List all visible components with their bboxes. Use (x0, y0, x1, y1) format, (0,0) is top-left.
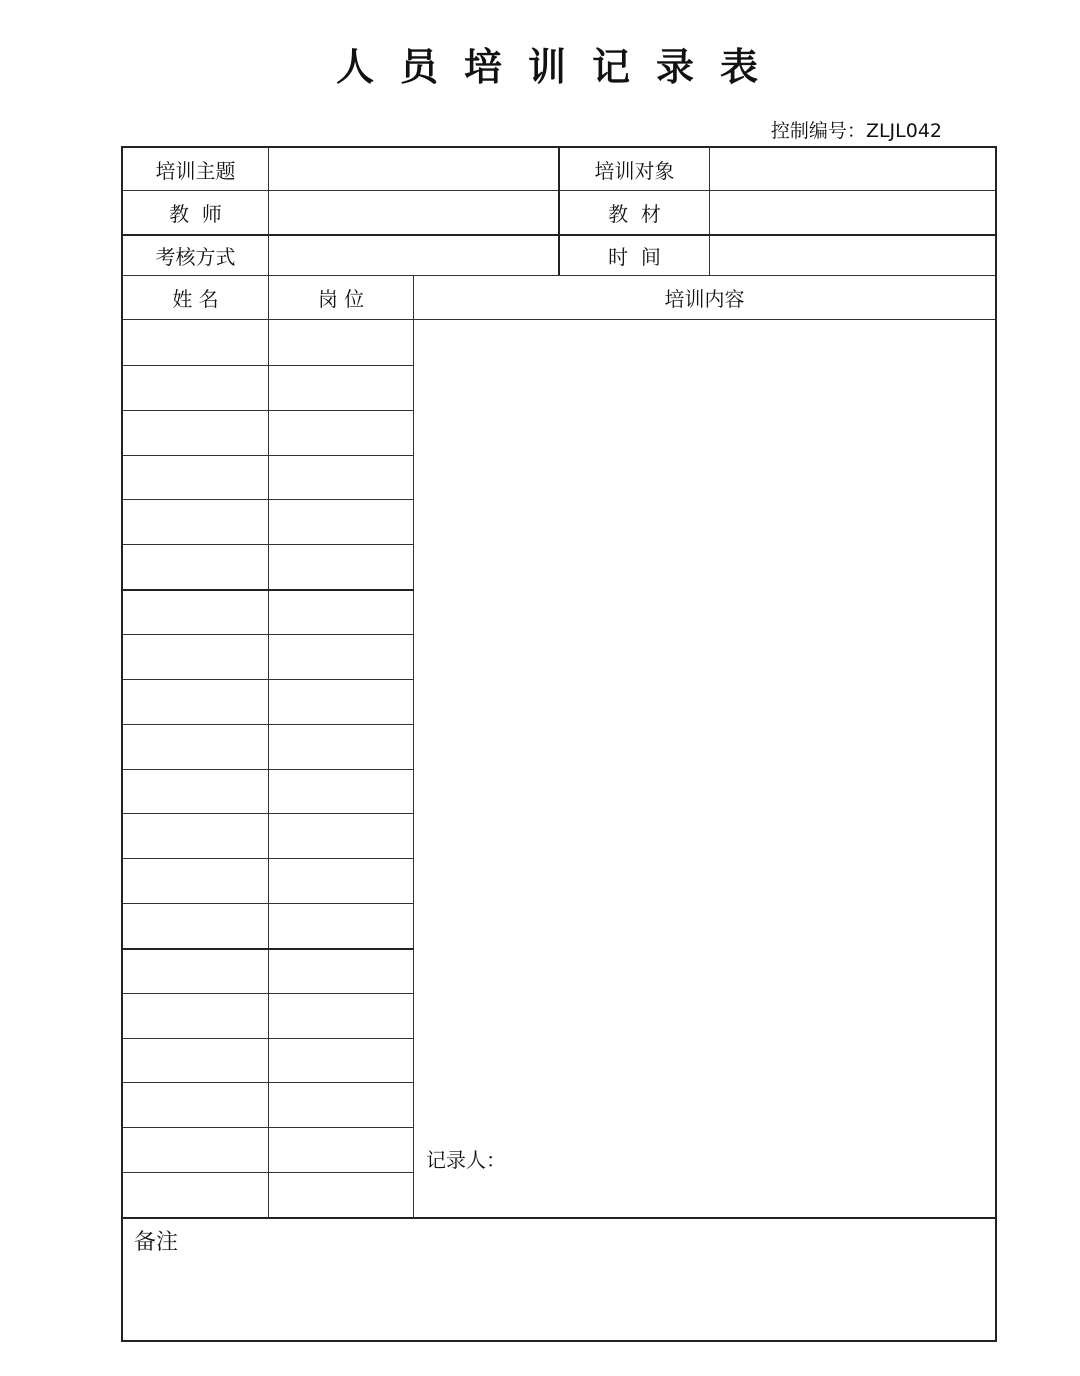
position-cell[interactable] (269, 589, 413, 634)
remarks-label: 备注 (134, 1230, 179, 1255)
name-cell[interactable] (123, 813, 268, 858)
time-field[interactable] (710, 236, 995, 275)
teacher-label: 教 师 (169, 202, 222, 226)
name-cell[interactable] (123, 365, 268, 410)
position-cell[interactable] (269, 813, 413, 858)
position-cell[interactable] (269, 679, 413, 724)
position-cell[interactable] (269, 1172, 413, 1217)
training-record-form (121, 146, 997, 1342)
material-field[interactable] (710, 191, 995, 234)
position-cell[interactable] (269, 365, 413, 410)
column-header-name: 姓 名 (172, 287, 219, 311)
form-title: 人员培训记录表 (335, 45, 784, 89)
teacher-field[interactable] (269, 191, 558, 234)
control-number-label: 控制编号： (770, 120, 866, 142)
position-cell[interactable] (269, 1127, 413, 1172)
name-cell[interactable] (123, 589, 268, 634)
name-cell[interactable] (123, 1082, 268, 1127)
position-cell[interactable] (269, 320, 413, 365)
name-cell[interactable] (123, 544, 268, 589)
name-cell[interactable] (123, 858, 268, 903)
position-cell[interactable] (269, 455, 413, 500)
name-cell[interactable] (123, 455, 268, 500)
name-cell[interactable] (123, 948, 268, 993)
position-cell[interactable] (269, 634, 413, 679)
remarks-field[interactable] (123, 1219, 995, 1340)
position-cell[interactable] (269, 858, 413, 903)
position-cell[interactable] (269, 724, 413, 769)
name-cell[interactable] (123, 769, 268, 814)
name-cell[interactable] (123, 410, 268, 455)
topic-field[interactable] (269, 148, 558, 190)
name-cell[interactable] (123, 993, 268, 1038)
name-cell[interactable] (123, 679, 268, 724)
position-cell[interactable] (269, 499, 413, 544)
audience-label: 培训对象 (594, 158, 675, 183)
name-cell[interactable] (123, 634, 268, 679)
position-cell[interactable] (269, 1082, 413, 1127)
name-cell[interactable] (123, 499, 268, 544)
time-label: 时 间 (608, 245, 661, 269)
name-cell[interactable] (123, 320, 268, 365)
position-cell[interactable] (269, 948, 413, 993)
assessment-field[interactable] (269, 236, 558, 275)
material-label: 教 材 (608, 202, 661, 226)
column-header-content: 培训内容 (664, 287, 745, 311)
control-number-value: ZLJL042 (865, 120, 942, 142)
name-cell[interactable] (123, 903, 268, 948)
column-header-position: 岗 位 (317, 287, 365, 311)
position-cell[interactable] (269, 544, 413, 589)
control-number (771, 118, 942, 144)
name-cell[interactable] (123, 1172, 268, 1217)
position-cell[interactable] (269, 769, 413, 814)
audience-field[interactable] (710, 148, 995, 190)
name-cell[interactable] (123, 1127, 268, 1172)
position-cell[interactable] (269, 1038, 413, 1083)
training-content-field[interactable] (414, 320, 995, 1218)
recorder-label: 记录人： (426, 1148, 506, 1172)
assessment-label: 考核方式 (155, 245, 236, 269)
position-cell[interactable] (269, 903, 413, 948)
topic-label: 培训主题 (155, 158, 236, 183)
position-cell[interactable] (269, 410, 413, 455)
name-cell[interactable] (123, 1038, 268, 1083)
name-cell[interactable] (123, 724, 268, 769)
position-cell[interactable] (269, 993, 413, 1038)
